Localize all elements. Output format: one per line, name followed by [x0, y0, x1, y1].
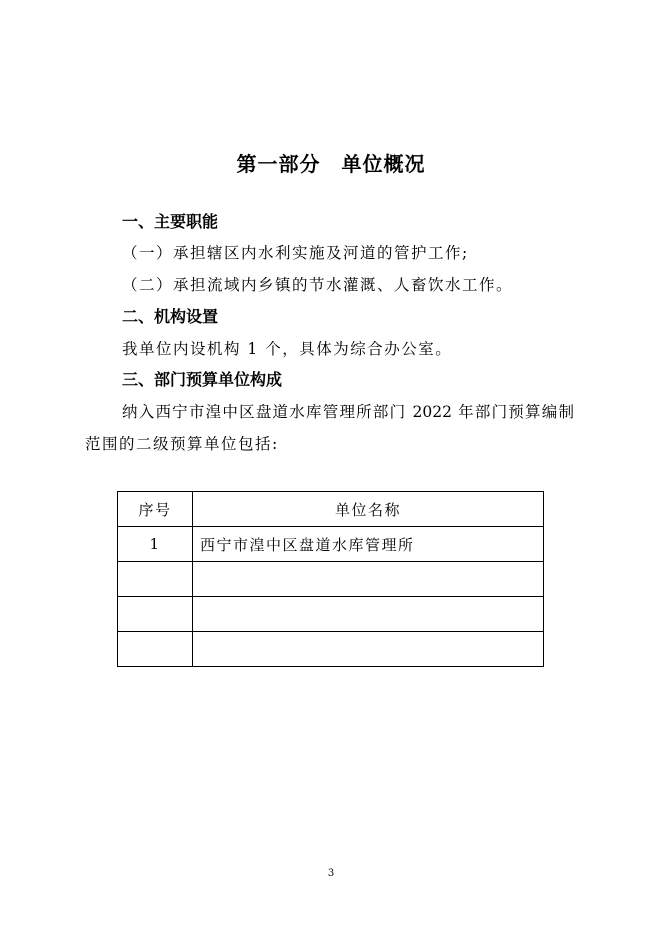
table-header-seq: 序号 [118, 492, 193, 527]
function-item-2: （二）承担流域内乡镇的节水灌溉、人畜饮水工作。 [122, 276, 514, 294]
budget-units-table [117, 491, 544, 667]
table-cell-name [193, 597, 544, 632]
table-header-row [118, 492, 544, 527]
table-row [118, 597, 544, 632]
function-item-1: （一）承担辖区内水利实施及河道的管护工作; [122, 244, 469, 262]
table-row [118, 562, 544, 597]
table-cell-name: 西宁市湟中区盘道水库管理所 [193, 527, 544, 562]
organization-text: 我单位内设机构 1 个，具体为综合办公室。 [122, 340, 453, 358]
table-row [118, 632, 544, 667]
table-cell-seq [118, 562, 193, 597]
budget-units-paragraph-line-2: 范围的二级预算单位包括: [85, 435, 279, 453]
table-cell-seq [118, 632, 193, 667]
table-cell-seq [118, 597, 193, 632]
table-row [118, 527, 544, 562]
page-title: 第一部分 单位概况 [236, 152, 426, 176]
budget-units-paragraph-line-1: 纳入西宁市湟中区盘道水库管理所部门 2022 年部门预算编制 [122, 403, 574, 421]
section-heading-main-functions: 一、主要职能 [122, 212, 219, 231]
page-number: 3 [327, 868, 335, 879]
table-cell-name [193, 562, 544, 597]
section-heading-budget-units: 三、部门预算单位构成 [122, 370, 283, 389]
section-heading-organization: 二、机构设置 [122, 307, 219, 326]
table-cell-name [193, 632, 544, 667]
table-header-name: 单位名称 [193, 492, 544, 527]
table-cell-seq: 1 [118, 527, 193, 562]
